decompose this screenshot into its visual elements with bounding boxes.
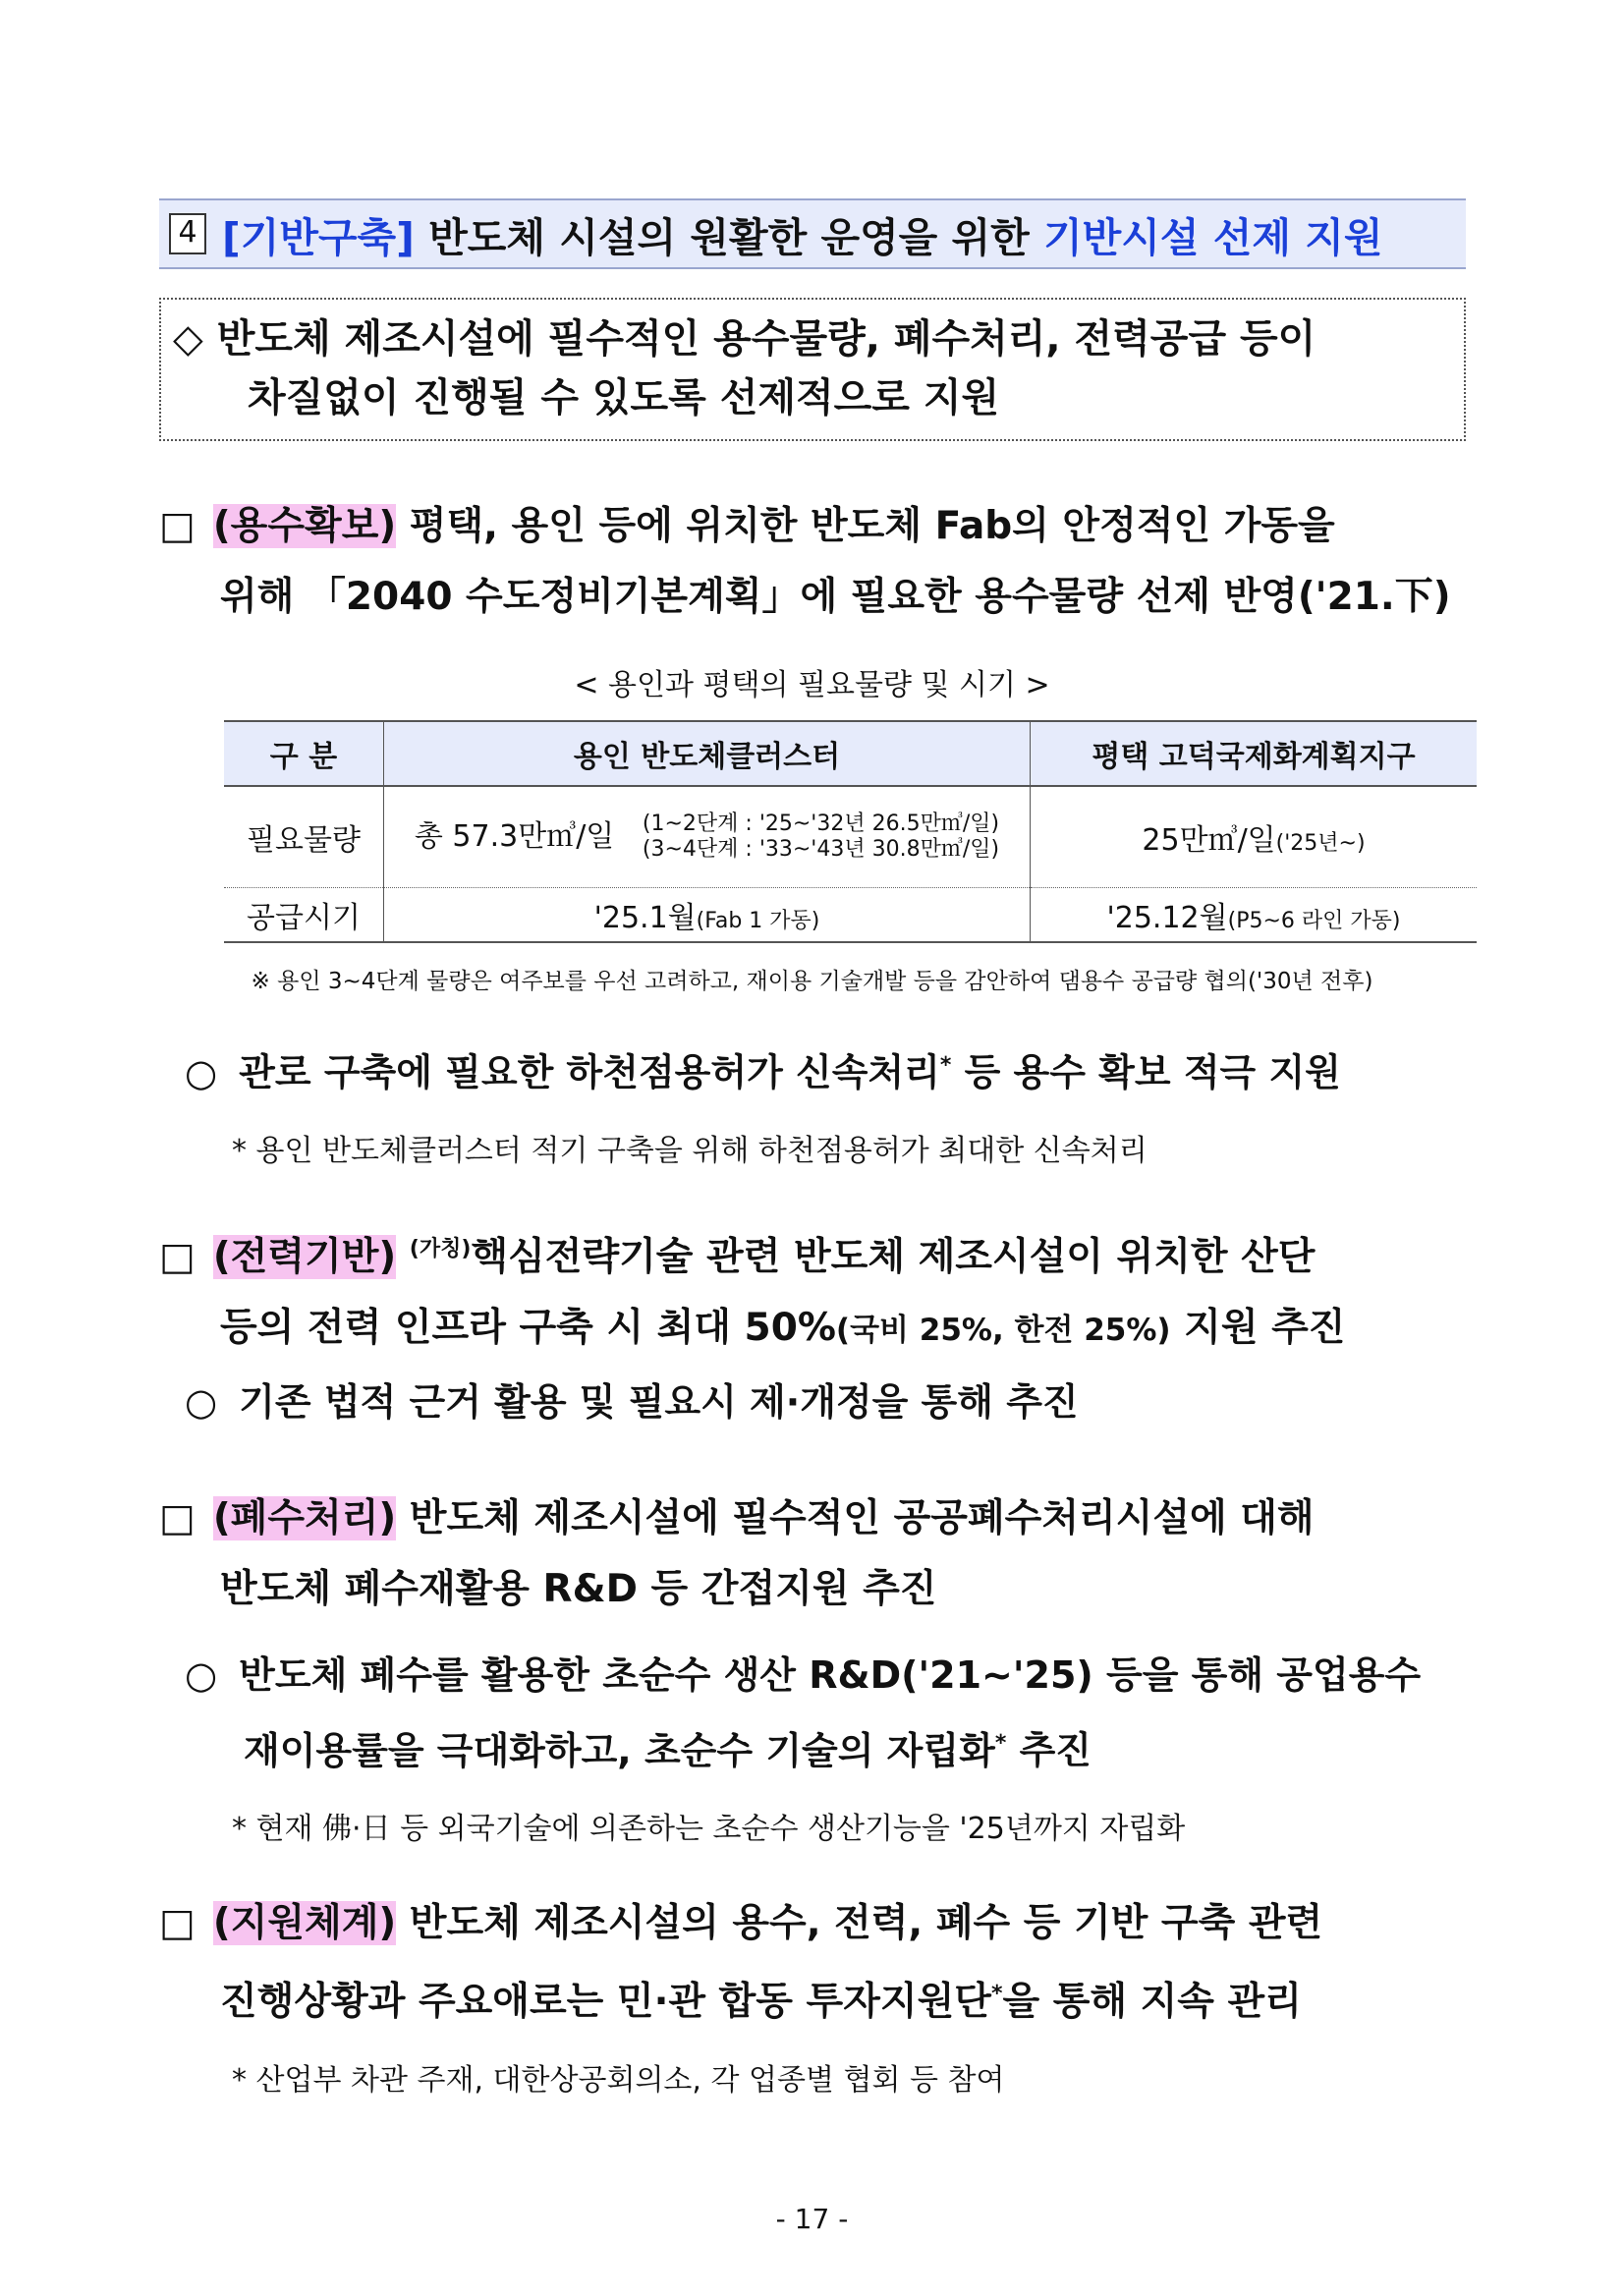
- water-table: [224, 720, 1477, 943]
- table-caption: < 용인과 평택의 필요물량 및 시기 >: [574, 668, 1050, 702]
- table-cell-label: 공급시기: [224, 888, 384, 943]
- circle-bullet-icon: ○: [185, 1653, 218, 1697]
- footnote-water: * 용인 반도체클러스터 적기 구축을 위해 하천점용허가 최대한 신속처리: [232, 1134, 1148, 1168]
- paragraph-wastewater: □ (폐수처리) 반도체 제조시설에 필수적인 공공폐수처리시설에 대해 반도체 폐수재활용 R&D 등 간접지원 추진: [159, 1484, 1315, 1625]
- paragraph-power: □ (전력기반) $^{(가칭)}$핵심전략기술 관련 반도체 제조시설이 위치한 산단 등의 전력 인프라 구축 시 최대 50%(국비 25%, 한전 25%) 지원 추진: [159, 1214, 1345, 1366]
- table-header-yongin: 용인 반도체클러스터: [384, 721, 1031, 786]
- bullet-wastewater: ○ 반도체 폐수를 활용한 초순수 생산 R&D('21~'25) 등을 통해 공업용수 재이용률을 극대화하고, 초순수 기술의 자립화* 추진: [185, 1653, 1422, 1772]
- paragraph-water-line-2: 위해 「2040 수도정비기본계획」에 필요한 용수물량 선제 반영('21.下): [220, 575, 1451, 619]
- bullet-power: ○ 기존 법적 근거 활용 및 필요시 제·개정을 통해 추진: [185, 1380, 1079, 1424]
- summary-box: [159, 298, 1466, 441]
- circle-bullet-icon: ○: [185, 1050, 218, 1094]
- tag-wastewater: (폐수처리): [212, 1496, 397, 1540]
- table-header-category: 구 분: [224, 721, 384, 786]
- summary-line-2: 차질없이 진행될 수 있도록 선제적으로 지원: [248, 375, 1000, 420]
- summary-line-1: ◇ 반도체 제조시설에 필수적인 용수물량, 폐수처리, 전력공급 등이: [173, 316, 1316, 362]
- bullet-water: ○ 관로 구축에 필요한 하천점용허가 신속처리* 등 용수 확보 적극 지원: [185, 1050, 1341, 1094]
- section-title-mid: 반도체 시설의 원활한 운영을 위한: [428, 213, 1030, 261]
- table-cell-yongin-timing: '25.1월(Fab 1 가동): [384, 888, 1031, 943]
- table-note: ※ 용인 3~4단계 물량은 여주보를 우선 고려하고, 재이용 기술개발 등을 감안하여 댐용수 공급량 협의('30년 전후): [251, 969, 1373, 994]
- table-header-pyeongtaek: 평택 고덕국제화계획지구: [1031, 721, 1478, 786]
- paragraph-power-line-2: 등의 전력 인프라 구축 시 최대 50%(국비 25%, 한전 25%) 지원 추진: [220, 1306, 1346, 1350]
- checkbox-square-icon: □: [159, 1496, 196, 1540]
- table-row: [224, 888, 1477, 943]
- section-header: [159, 198, 1466, 269]
- section-title-tail: 기반시설 선제 지원: [1043, 213, 1383, 261]
- section-number: 4: [169, 213, 206, 254]
- tag-water: (용수확보): [212, 504, 397, 548]
- tag-support: (지원체계): [212, 1901, 397, 1945]
- paragraph-support-line-2: 진행상황과 주요애로는 민·관 합동 투자지원단*을 통해 지속 관리: [220, 1980, 1302, 2024]
- table-cell-pyeongtaek-timing: '25.12월(P5~6 라인 가동): [1031, 888, 1478, 943]
- footnote-support: * 산업부 차관 주재, 대한상공회의소, 각 업종별 협회 등 참여: [232, 2063, 1005, 2098]
- checkbox-square-icon: □: [159, 504, 196, 548]
- table-cell-pyeongtaek-volume: 25만㎥/일('25년~): [1031, 786, 1478, 888]
- page-number: - 17 -: [775, 2203, 849, 2235]
- paragraph-water: □ (용수확보) 평택, 용인 등에 위치한 반도체 Fab의 안정적인 가동을 위해 「2040 수도정비기본계획」에 필요한 용수물량 선제 반영('21.下): [159, 491, 1451, 633]
- checkbox-square-icon: □: [159, 1235, 196, 1279]
- diamond-icon: ◇: [173, 316, 203, 362]
- table-row: [224, 786, 1477, 888]
- paragraph-wastewater-line-2: 반도체 폐수재활용 R&D 등 간접지원 추진: [220, 1567, 937, 1611]
- tag-power: (전력기반): [212, 1235, 397, 1279]
- section-tag: [기반구축]: [222, 213, 415, 261]
- paragraph-support: □ (지원체계) 반도체 제조시설의 용수, 전력, 폐수 등 기반 구축 관련 진행상황과 주요애로는 민·관 합동 투자지원단*을 통해 지속 관리: [159, 1888, 1322, 2038]
- table-cell-yongin-volume: 총 57.3만㎥/일 (1~2단계 : '25~'32년 26.5만㎥/일) (3~4단계 : '33~'43년 30.8만㎥/일): [384, 786, 1031, 888]
- circle-bullet-icon: ○: [185, 1380, 218, 1424]
- table-header-row: [224, 721, 1477, 786]
- checkbox-square-icon: □: [159, 1901, 196, 1945]
- footnote-wastewater: * 현재 佛·日 등 외국기술에 의존하는 초순수 생산기능을 '25년까지 자립화: [232, 1812, 1186, 1846]
- table-cell-label: 필요물량: [247, 823, 361, 858]
